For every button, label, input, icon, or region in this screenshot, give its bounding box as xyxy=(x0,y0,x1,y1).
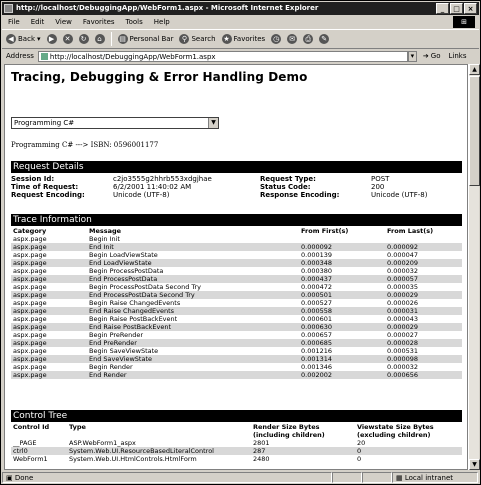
trace-row xyxy=(11,307,462,315)
status-text xyxy=(2,472,332,483)
trace-row xyxy=(11,243,462,251)
menu-tools[interactable]: Tools xyxy=(125,18,143,26)
search-label: Search xyxy=(191,35,216,43)
request-details-right-values xyxy=(371,175,427,199)
trace-message: End Raise ChangedEvents xyxy=(87,307,299,315)
trace-message: End Raise PostBackEvent xyxy=(87,323,299,331)
trace-message: Begin ProcessPostData Second Try xyxy=(89,283,201,291)
trace-col-from-last: From Last(s) xyxy=(387,227,434,235)
control-tree-body xyxy=(11,439,462,463)
status-zone-label: Local intranet xyxy=(404,474,453,482)
trace-category: aspx.page xyxy=(11,307,87,315)
ctl-col-render-size: Render Size Bytes (including children) xyxy=(253,423,325,439)
history-icon: ◷ xyxy=(273,35,280,43)
title-bar xyxy=(2,2,479,15)
page-title: Tracing, Debugging & Error Handling Demo xyxy=(11,70,308,84)
trace-col-from-first: From First(s) xyxy=(301,227,349,235)
request-details-left-labels xyxy=(11,175,85,199)
print-button[interactable] xyxy=(303,34,313,44)
trace-category: aspx.page xyxy=(11,371,87,379)
forward-arrow-icon: ▶ xyxy=(47,34,57,44)
time-label: Time of Request: xyxy=(11,183,79,191)
menu-favorites[interactable]: Favorites xyxy=(82,18,115,26)
back-label: Back xyxy=(18,35,35,43)
request-encoding-value: Unicode (UTF-8) xyxy=(113,191,170,199)
trace-from-first: 0.000472 xyxy=(301,283,333,291)
refresh-icon: ↻ xyxy=(79,34,89,44)
trace-row xyxy=(11,267,462,275)
back-arrow-icon: ◀ xyxy=(6,34,16,44)
trace-row xyxy=(11,275,462,283)
request-details-right-labels xyxy=(260,175,339,199)
address-input[interactable]: http://localhost/DebuggingApp/WebForm1.aspx xyxy=(38,51,408,62)
menu-bar xyxy=(2,15,479,29)
menu-view[interactable]: View xyxy=(55,18,72,26)
trace-from-last: 0.000028 xyxy=(385,339,462,347)
print-icon: ⎙ xyxy=(303,34,313,44)
scroll-down-icon[interactable]: ▼ xyxy=(469,459,480,470)
trace-row xyxy=(11,315,462,323)
trace-category: aspx.page xyxy=(11,339,87,347)
ctl-render-size: 2480 xyxy=(253,455,270,463)
trace-from-first: 0.002002 xyxy=(299,371,385,379)
trace-row xyxy=(11,291,462,299)
trace-category: aspx.page xyxy=(11,259,87,267)
trace-from-last: 0.000026 xyxy=(387,299,419,307)
trace-category: aspx.page xyxy=(13,347,47,355)
trace-row xyxy=(11,299,462,307)
menu-help[interactable]: Help xyxy=(153,18,170,26)
trace-row xyxy=(11,363,462,371)
personal-bar-label: Personal Bar xyxy=(129,35,174,43)
ctl-viewstate-size: 20 xyxy=(357,439,366,447)
ctl-viewstate-size: 0 xyxy=(355,447,462,455)
trace-from-last xyxy=(385,235,462,243)
favorites-button[interactable] xyxy=(222,34,266,44)
trace-category: aspx.page xyxy=(11,291,87,299)
trace-from-last: 0.000032 xyxy=(387,363,419,371)
scroll-thumb[interactable] xyxy=(469,76,480,186)
trace-from-first: 0.000380 xyxy=(301,267,333,275)
session-id-value: c2jo3555g2hhrb553xdgjhae xyxy=(113,175,212,183)
trace-from-last: 0.000098 xyxy=(385,355,462,363)
mail-button[interactable] xyxy=(287,34,297,44)
trace-message: End ProcessPostData xyxy=(87,275,299,283)
ctl-id: __PAGE xyxy=(13,439,37,447)
address-dropdown-icon[interactable]: ▾ xyxy=(408,51,417,62)
trace-table xyxy=(11,227,462,379)
ctl-type: System.Web.UI.HtmlControls.HtmlForm xyxy=(69,455,197,463)
trace-information-header: Trace Information xyxy=(11,214,462,226)
maximize-button[interactable]: □ xyxy=(450,3,463,14)
links-button[interactable]: Links xyxy=(448,52,467,60)
trace-header-row xyxy=(11,227,462,235)
edit-button[interactable] xyxy=(319,34,329,44)
status-code-label: Status Code: xyxy=(260,183,311,191)
trace-from-last: 0.000656 xyxy=(385,371,462,379)
ctl-render-size: 287 xyxy=(251,447,355,455)
trace-from-last: 0.000047 xyxy=(387,251,419,259)
toolbar xyxy=(2,29,479,49)
ctl-col-id: Control Id xyxy=(13,423,50,431)
window-title: http://localhost/DebuggingApp/WebForm1.aspx - Microsoft Internet Explorer xyxy=(16,4,319,12)
status-bar xyxy=(2,471,479,484)
trace-from-first: 0.000601 xyxy=(301,315,333,323)
address-label: Address xyxy=(6,52,34,60)
trace-row xyxy=(11,283,462,291)
trace-from-first xyxy=(299,235,385,243)
refresh-button[interactable] xyxy=(79,34,89,44)
trace-from-first: 0.001216 xyxy=(301,347,333,355)
trace-row xyxy=(11,259,462,267)
response-encoding-value: Unicode (UTF-8) xyxy=(371,191,428,199)
control-tree-row xyxy=(11,447,462,455)
book-select[interactable] xyxy=(11,117,219,129)
trace-message: End LoadViewState xyxy=(87,259,299,267)
trace-from-first: 0.000348 xyxy=(299,259,385,267)
trace-from-last: 0.000031 xyxy=(385,307,462,315)
trace-from-first: 0.000685 xyxy=(299,339,385,347)
status-panel xyxy=(332,472,362,483)
minimize-button[interactable]: _ xyxy=(436,3,449,14)
search-icon: ⚲ xyxy=(179,34,189,44)
trace-message: End SaveViewState xyxy=(87,355,299,363)
request-details-left-values xyxy=(113,175,212,199)
ctl-type: System.Web.UI.ResourceBasedLiteralControl xyxy=(67,447,251,455)
trace-from-first: 0.000527 xyxy=(301,299,333,307)
toolbar-separator xyxy=(111,32,112,46)
vertical-scrollbar[interactable] xyxy=(468,64,479,470)
trace-category: aspx.page xyxy=(11,355,87,363)
request-type-value: POST xyxy=(371,175,390,183)
request-encoding-label: Request Encoding: xyxy=(11,191,85,199)
forward-button[interactable] xyxy=(47,34,57,44)
status-panel xyxy=(362,472,392,483)
trace-from-first: 0.000501 xyxy=(299,291,385,299)
trace-message: Begin Raise ChangedEvents xyxy=(89,299,181,307)
trace-from-first: 0.000139 xyxy=(301,251,333,259)
trace-message: Begin ProcessPostData xyxy=(89,267,164,275)
go-arrow-icon: ➔ xyxy=(422,52,429,60)
trace-from-last: 0.000029 xyxy=(385,291,462,299)
control-tree-header: Control Tree xyxy=(11,410,462,422)
request-details-header: Request Details xyxy=(11,161,462,173)
control-tree-row xyxy=(11,455,462,463)
trace-category: aspx.page xyxy=(13,267,47,275)
request-type-label: Request Type: xyxy=(260,175,316,183)
trace-from-last: 0.000043 xyxy=(387,315,419,323)
trace-category: aspx.page xyxy=(13,251,47,259)
trace-from-last: 0.000092 xyxy=(385,243,462,251)
favorites-icon: ★ xyxy=(223,35,230,43)
status-done-label: Done xyxy=(14,474,34,482)
trace-message: End ProcessPostData Second Try xyxy=(87,291,299,299)
trace-message: End Render xyxy=(87,371,299,379)
trace-message: End Init xyxy=(87,243,299,251)
ctl-type: ASP.WebForm1_aspx xyxy=(69,439,136,447)
session-id-label: Session Id: xyxy=(11,175,55,183)
trace-from-last: 0.000531 xyxy=(387,347,419,355)
go-label: Go xyxy=(430,52,441,60)
status-code-value: 200 xyxy=(371,183,385,191)
trace-category: aspx.page xyxy=(11,275,87,283)
control-tree-header-row xyxy=(11,423,462,439)
chevron-down-icon[interactable]: ▼ xyxy=(208,118,218,128)
time-value: 6/2/2001 11:40:02 AM xyxy=(113,183,192,191)
book-select-value: Programming C# xyxy=(14,119,75,127)
favorites-label: Favorites xyxy=(233,35,266,43)
intranet-icon: ▦ xyxy=(396,474,405,482)
stop-button[interactable] xyxy=(63,34,73,44)
trace-category: aspx.page xyxy=(13,299,47,307)
trace-row xyxy=(11,371,462,379)
ctl-col-viewstate-size: Viewstate Size Bytes (excluding children) xyxy=(357,423,434,439)
trace-message: Begin LoadViewState xyxy=(89,251,158,259)
trace-message: End PreRender xyxy=(87,339,299,347)
trace-category: aspx.page xyxy=(13,283,47,291)
page-icon: ▣ xyxy=(6,474,15,482)
trace-from-first: 0.000630 xyxy=(299,323,385,331)
trace-from-last: 0.000032 xyxy=(387,267,419,275)
trace-body xyxy=(11,235,462,379)
trace-from-last: 0.000035 xyxy=(387,283,419,291)
close-button[interactable]: × xyxy=(464,3,477,14)
trace-category: aspx.page xyxy=(11,243,87,251)
stop-icon: ✕ xyxy=(63,34,73,44)
control-tree-row xyxy=(11,439,462,447)
home-button[interactable] xyxy=(95,34,105,44)
trace-message: Begin PreRender xyxy=(89,331,144,339)
scroll-up-icon[interactable]: ▲ xyxy=(469,64,480,75)
windows-logo-icon: ⊞ xyxy=(453,16,475,28)
menu-edit[interactable]: Edit xyxy=(30,18,45,26)
go-button[interactable] xyxy=(423,52,441,60)
trace-category: aspx.page xyxy=(13,235,47,243)
trace-row xyxy=(11,355,462,363)
trace-from-last: 0.000029 xyxy=(385,323,462,331)
trace-row xyxy=(11,251,462,259)
trace-from-last: 0.000209 xyxy=(385,259,462,267)
window-controls xyxy=(436,3,477,14)
page-content xyxy=(4,64,468,470)
ctl-viewstate-size: 0 xyxy=(357,455,362,463)
trace-message: Begin Init xyxy=(89,235,120,243)
trace-category: aspx.page xyxy=(13,363,47,371)
trace-from-last: 0.000057 xyxy=(385,275,462,283)
isbn-text: Programming C# ---> ISBN: 0596001177 xyxy=(11,141,159,149)
edit-icon: ✎ xyxy=(319,34,329,44)
response-encoding-label: Response Encoding: xyxy=(260,191,340,199)
back-button[interactable]: ◀ Back ▾ xyxy=(6,34,41,44)
status-zone xyxy=(392,472,478,483)
history-button[interactable] xyxy=(271,34,281,44)
ie-icon xyxy=(4,4,13,13)
ctl-col-type: Type xyxy=(69,423,86,431)
trace-from-first: 0.000437 xyxy=(299,275,385,283)
trace-row xyxy=(11,347,462,355)
trace-from-first: 0.000657 xyxy=(301,331,333,339)
trace-col-message: Message xyxy=(89,227,122,235)
trace-row xyxy=(11,339,462,347)
trace-message: Begin Render xyxy=(89,363,133,371)
trace-row xyxy=(11,235,462,243)
trace-row xyxy=(11,323,462,331)
trace-message: Begin Raise PostBackEvent xyxy=(89,315,178,323)
menu-file[interactable]: File xyxy=(8,18,20,26)
ctl-render-size: 2801 xyxy=(253,439,270,447)
trace-from-first: 0.000092 xyxy=(299,243,385,251)
home-icon: ⌂ xyxy=(95,34,105,44)
control-tree-table xyxy=(11,423,462,463)
mail-icon: ✉ xyxy=(287,34,297,44)
trace-from-last: 0.000027 xyxy=(387,331,419,339)
trace-message: Begin SaveViewState xyxy=(89,347,159,355)
trace-from-first: 0.001346 xyxy=(301,363,333,371)
trace-category: aspx.page xyxy=(13,331,47,339)
ctl-id: ctrl0 xyxy=(11,447,67,455)
personal-bar-icon: ▤ xyxy=(119,35,126,43)
personal-bar-button[interactable] xyxy=(118,34,174,44)
trace-from-first: 0.000558 xyxy=(299,307,385,315)
trace-row xyxy=(11,331,462,339)
trace-col-category: Category xyxy=(13,227,47,235)
search-button[interactable] xyxy=(179,34,215,44)
ctl-id: WebForm1 xyxy=(13,455,48,463)
trace-category: aspx.page xyxy=(11,323,87,331)
trace-category: aspx.page xyxy=(13,315,47,323)
address-bar xyxy=(2,49,479,63)
trace-from-first: 0.001314 xyxy=(299,355,385,363)
